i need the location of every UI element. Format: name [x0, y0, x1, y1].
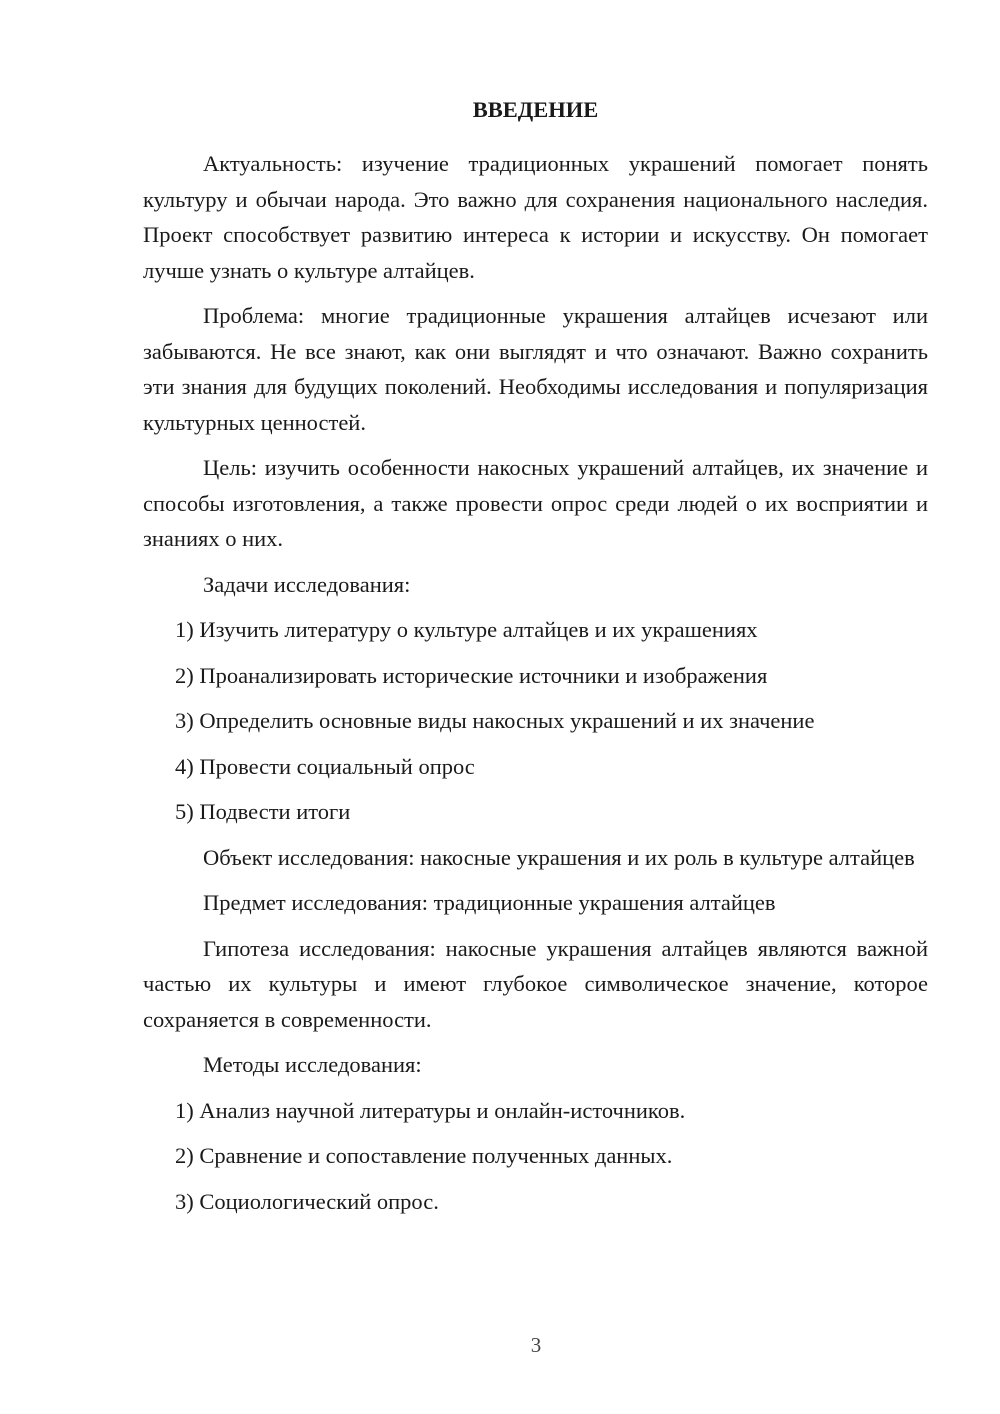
document-page: [143, 92, 928, 1229]
list-item: 4) Провести социальный опрос: [175, 753, 475, 779]
problem-paragraph: Проблема: многие традиционные украшения алтайцев исчезают или забываются. Не все знают, как они выглядят и что означают. Важно сохранить эти знания для будущих поколений. Необходимы исследования и популяризация культурных ценностей.: [143, 303, 928, 435]
subject-paragraph: Предмет исследования: традиционные украшения алтайцев: [203, 890, 776, 915]
list-item: 5) Подвести итоги: [175, 799, 351, 824]
list-item: 1) Анализ научной литературы и онлайн-источников.: [175, 1097, 686, 1123]
hypothesis-paragraph: Гипотеза исследования: накосные украшения алтайцев являются важной частью их культуры и имеют глубокое символическое значение, которое сохраняется в современности.: [143, 935, 928, 1032]
list-item: 2) Проанализировать исторические источники и изображения: [175, 662, 768, 688]
relevance-paragraph: Актуальность: изучение традиционных украшений помогает понять культуру и обычаи народа. Это важно для сохранения национального наследия. Проект способствует развитию интереса к истории и искусству. Он помогает лучше узнать о культуре алтайцев.: [143, 151, 928, 283]
methods-list: [143, 1093, 928, 1220]
methods-heading: Методы исследования:: [203, 1052, 422, 1077]
object-paragraph: Объект исследования: накосные украшения и их роль в культуре алтайцев: [203, 844, 915, 870]
list-item: 3) Социологический опрос.: [175, 1188, 439, 1214]
page-number-footer: [0, 1333, 1000, 1358]
list-item: 2) Сравнение и сопоставление полученных данных.: [175, 1143, 673, 1168]
tasks-heading: Задачи исследования:: [203, 571, 411, 597]
list-item: 1) Изучить литературу о культуре алтайцев и их украшениях: [175, 617, 758, 642]
goal-paragraph: Цель: изучить особенности накосных украшений алтайцев, их значение и способы изготовления, а также провести опрос среди людей о их восприятии и знаниях о них.: [143, 455, 928, 551]
tasks-list: [143, 612, 928, 830]
list-item: 3) Определить основные виды накосных украшений и их значение: [175, 708, 815, 733]
page-number: 3: [530, 1333, 542, 1357]
page-title: ВВЕДЕНИЕ: [472, 97, 599, 122]
